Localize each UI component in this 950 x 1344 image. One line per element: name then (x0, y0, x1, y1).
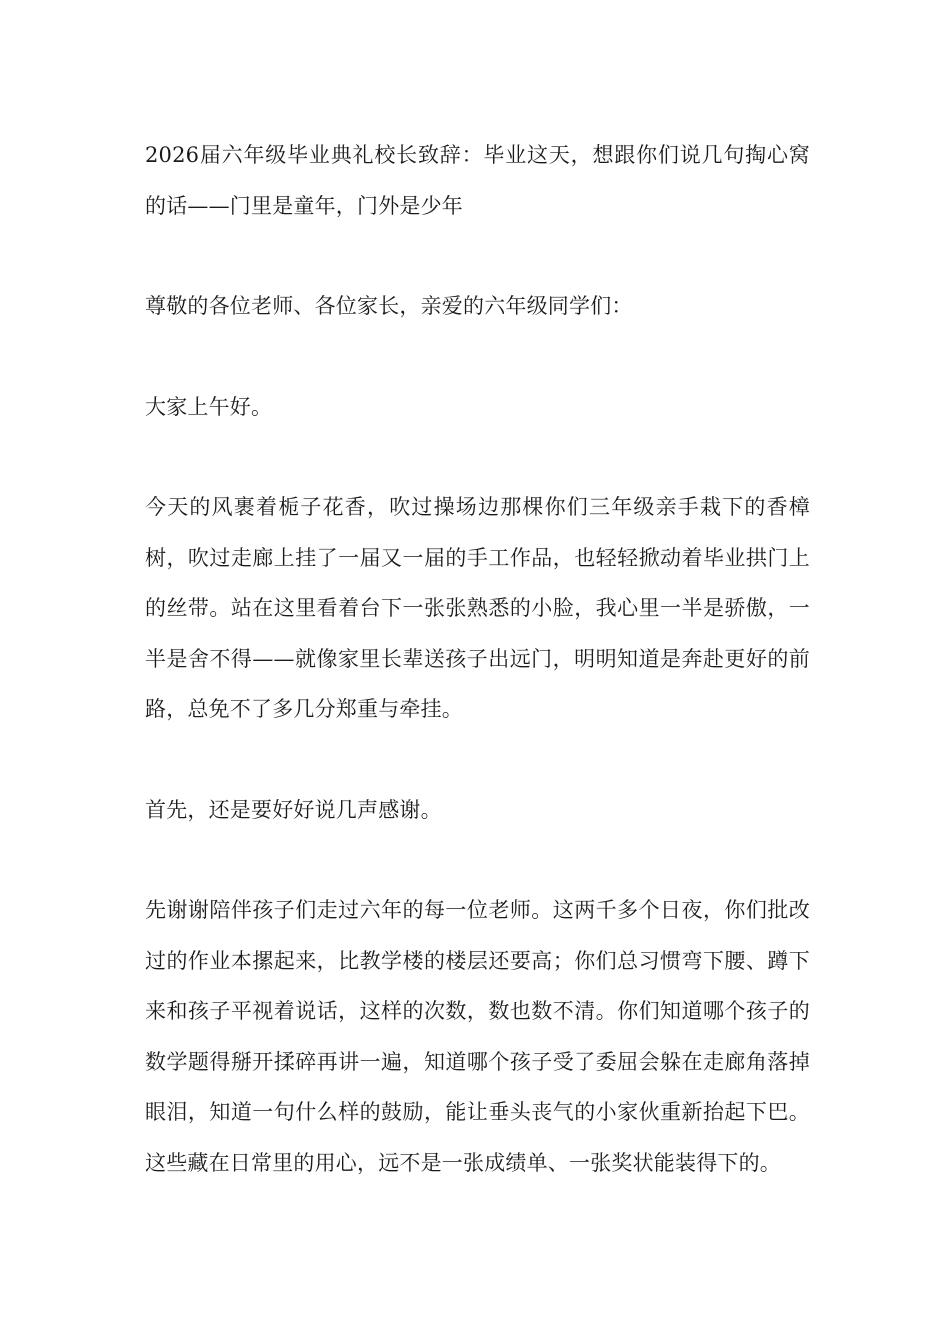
paragraph-thanks-intro: 首先，还是要好好说几声感谢。 (145, 797, 442, 822)
salutation: 尊敬的各位老师、各位家长，亲爱的六年级同学们： (145, 294, 633, 318)
document-title: 2026届六年级毕业典礼校长致辞：毕业这天，想跟你们说几句掏心窝的话——门里是童年，门外是少年 (145, 143, 810, 218)
paragraph-scene: 今天的风裹着栀子花香，吹过操场边那棵你们三年级亲手栽下的香樟树，吹过走廊上挂了一届又一届的手工作品，也轻轻掀动着毕业拱门上的丝带。站在这里看着台下一张张熟悉的小脸，我心里一半是骄傲，一半是舍不得——就像家里长辈送孩子出远门，明明知道是奔赴更好的前路，总免不了多几分郑重与牵挂。 (145, 495, 810, 721)
greeting: 大家上午好。 (145, 394, 273, 419)
paragraph-thanks-teachers: 先谢谢陪伴孩子们走过六年的每一位老师。这两千多个日夜，你们批改过的作业本摞起来，比教学楼的楼层还要高；你们总习惯弯下腰、蹲下来和孩子平视着说话，这样的次数，数也数不清。你们知道哪个孩子的数学题得掰开揉碎再讲一遍，知道哪个孩子受了委屈会躲在走廊角落掉眼泪，知道一句什么样的鼓励，能让垂头丧气的小家伙重新抬起下巴。这些藏在日常里的用心，远不是一张成绩单、一张奖状能装得下的。 (145, 898, 810, 1175)
document-body (145, 130, 810, 1188)
